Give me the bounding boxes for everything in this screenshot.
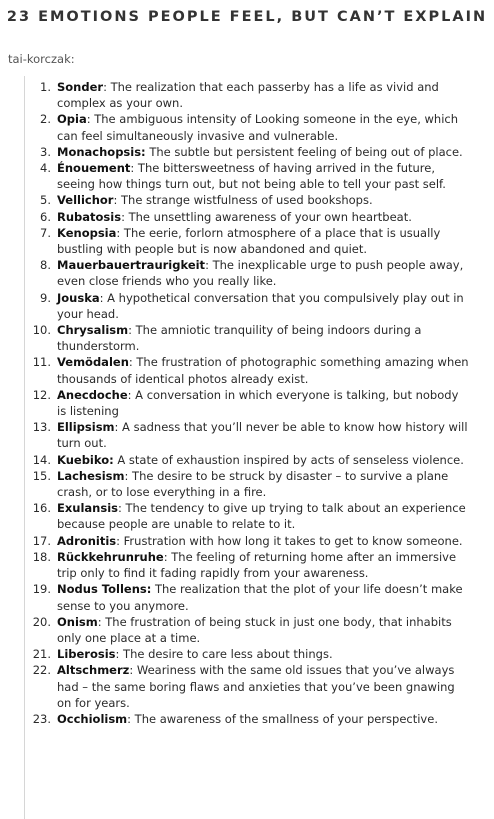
list-item bbox=[25, 581, 471, 613]
blockquote bbox=[24, 76, 494, 819]
list-item bbox=[25, 354, 471, 386]
item-number: 23. bbox=[32, 711, 51, 726]
item-number: 19. bbox=[32, 582, 51, 597]
emotion-definition: : The amniotic tranquility of being indoors during a thunderstorm. bbox=[57, 323, 422, 354]
emotion-term: Rubatosis bbox=[57, 209, 122, 224]
emotion-definition: : A sadness that you’ll never be able to know how history will turn out. bbox=[57, 420, 468, 451]
list-item bbox=[25, 549, 471, 581]
list-item bbox=[25, 111, 471, 143]
emotion-definition: : The frustration of being stuck in just one body, that inhabits only one place at a time. bbox=[57, 614, 452, 645]
author-name[interactable]: tai-korczak: bbox=[8, 52, 75, 66]
item-number: 3. bbox=[40, 144, 51, 159]
emotion-definition: The subtle but persistent feeling of being out of place. bbox=[145, 144, 463, 159]
emotion-definition: : The ambiguous intensity of Looking someone in the eye, which can feel simultaneously invasive and vulnerable. bbox=[57, 112, 459, 143]
emotion-definition: : A hypothetical conversation that you compulsively play out in your head. bbox=[57, 290, 464, 321]
list-item bbox=[25, 711, 471, 727]
emotion-term: Occhiolism bbox=[57, 711, 128, 726]
emotion-definition: : The unsettling awareness of your own heartbeat. bbox=[121, 209, 412, 224]
list-item bbox=[25, 387, 471, 419]
emotion-definition: A state of exhaustion inspired by acts of senseless violence. bbox=[113, 452, 464, 467]
emotion-definition: : The feeling of returning home after an immersive trip only to find it fading rapidly from your awareness. bbox=[57, 549, 457, 581]
emotion-term: Vemödalen bbox=[57, 355, 129, 370]
emotion-definition: : A conversation in which everyone is talking, but nobody is listening bbox=[57, 387, 459, 419]
emotion-definition: : Frustration with how long it takes to get to know someone. bbox=[116, 533, 463, 548]
page-title: 23 EMOTIONS PEOPLE FEEL, BUT CAN’T EXPLAIN bbox=[6, 9, 488, 25]
item-number: 6. bbox=[40, 209, 51, 224]
item-number: 21. bbox=[32, 647, 51, 662]
item-number: 7. bbox=[40, 225, 51, 240]
emotion-term: Anecdoche bbox=[57, 387, 128, 402]
emotion-definition: The realization that the plot of your life doesn’t make sense to you anymore. bbox=[57, 582, 463, 613]
emotion-term: Exulansis bbox=[57, 501, 118, 516]
emotion-definition: : The tendency to give up trying to talk about an experience because people are unable to relate to it. bbox=[57, 501, 466, 532]
item-number: 1. bbox=[40, 80, 51, 94]
item-number: 17. bbox=[32, 533, 51, 548]
emotion-term: Vellichor bbox=[57, 193, 114, 208]
emotion-term: Mauerbauertraurigkeit bbox=[57, 258, 206, 273]
emotion-definition: : The strange wistfulness of used bookshops. bbox=[113, 193, 373, 208]
list-item bbox=[25, 419, 471, 451]
emotion-definition: : The desire to be struck by disaster – to survive a plane crash, or to lose everything in a fire. bbox=[57, 468, 449, 500]
item-number: 22. bbox=[32, 663, 51, 678]
list-item bbox=[25, 290, 471, 322]
list-item bbox=[25, 322, 471, 354]
item-number: 14. bbox=[32, 452, 51, 467]
list-item bbox=[25, 614, 471, 646]
item-number: 2. bbox=[40, 112, 51, 127]
emotion-definition: : The realization that each passerby has a life as vivid and complex as your own. bbox=[57, 80, 439, 111]
list-item bbox=[25, 533, 471, 549]
emotion-term: Kuebiko: bbox=[57, 452, 114, 467]
list-item bbox=[25, 468, 471, 500]
emotion-definition: : The eerie, forlorn atmosphere of a place that is usually bustling with people but is now abandoned and quiet. bbox=[57, 225, 441, 257]
list-item bbox=[25, 452, 471, 468]
emotion-term: Nodus Tollens: bbox=[57, 582, 152, 597]
list-item bbox=[25, 500, 471, 532]
list-item bbox=[25, 160, 471, 192]
list-item bbox=[25, 646, 471, 662]
list-item bbox=[25, 209, 471, 225]
emotion-definition: : Weariness with the same old issues that you’ve always had – the same boring flaws and anxieties that you’ve been gnawing on for years. bbox=[57, 663, 455, 710]
emotion-term: Liberosis bbox=[57, 647, 116, 662]
list-item bbox=[25, 79, 471, 111]
emotion-definition: : The bittersweetness of having arrived in the future, seeing how things turn out, but not being able to tell your past self. bbox=[57, 161, 446, 192]
emotion-term: Sonder bbox=[57, 80, 104, 94]
emotion-term: Onism bbox=[57, 614, 98, 629]
emotion-definition: : The inexplicable urge to push people away, even close friends who you really like. bbox=[57, 258, 464, 289]
item-number: 8. bbox=[40, 258, 51, 273]
item-number: 20. bbox=[32, 614, 51, 629]
emotion-term: Monachopsis: bbox=[57, 144, 146, 159]
emotion-term: Adronitis bbox=[57, 533, 117, 548]
item-number: 9. bbox=[40, 290, 51, 305]
item-number: 12. bbox=[32, 387, 51, 402]
item-number: 11. bbox=[32, 355, 51, 370]
item-number: 10. bbox=[32, 323, 51, 338]
list-item bbox=[25, 192, 471, 208]
list-item bbox=[25, 144, 471, 160]
emotion-term: Altschmerz bbox=[57, 663, 130, 678]
emotion-definition: : The frustration of photographic something amazing when thousands of identical photos already exist. bbox=[57, 355, 469, 386]
item-number: 13. bbox=[32, 420, 51, 435]
emotion-term: Lachesism bbox=[57, 468, 125, 483]
emotion-term: Opia bbox=[57, 112, 87, 127]
emotion-list bbox=[25, 79, 471, 727]
item-number: 5. bbox=[40, 193, 51, 208]
item-number: 15. bbox=[32, 468, 51, 483]
emotion-term: Ellipsism bbox=[57, 420, 115, 435]
item-number: 4. bbox=[40, 161, 51, 176]
item-number: 18. bbox=[32, 549, 51, 564]
emotion-definition: : The awareness of the smallness of your perspective. bbox=[127, 711, 438, 726]
list-item bbox=[25, 662, 471, 711]
emotion-term: Kenopsia bbox=[57, 225, 117, 240]
emotion-definition: : The desire to care less about things. bbox=[115, 647, 333, 662]
list-item bbox=[25, 225, 471, 257]
item-number: 16. bbox=[32, 501, 51, 516]
emotion-term: Jouska bbox=[57, 290, 100, 305]
emotion-term: Énouement bbox=[57, 161, 131, 176]
list-item bbox=[25, 257, 471, 289]
emotion-term: Rückkehrunruhe bbox=[57, 549, 164, 564]
emotion-term: Chrysalism bbox=[57, 323, 129, 338]
